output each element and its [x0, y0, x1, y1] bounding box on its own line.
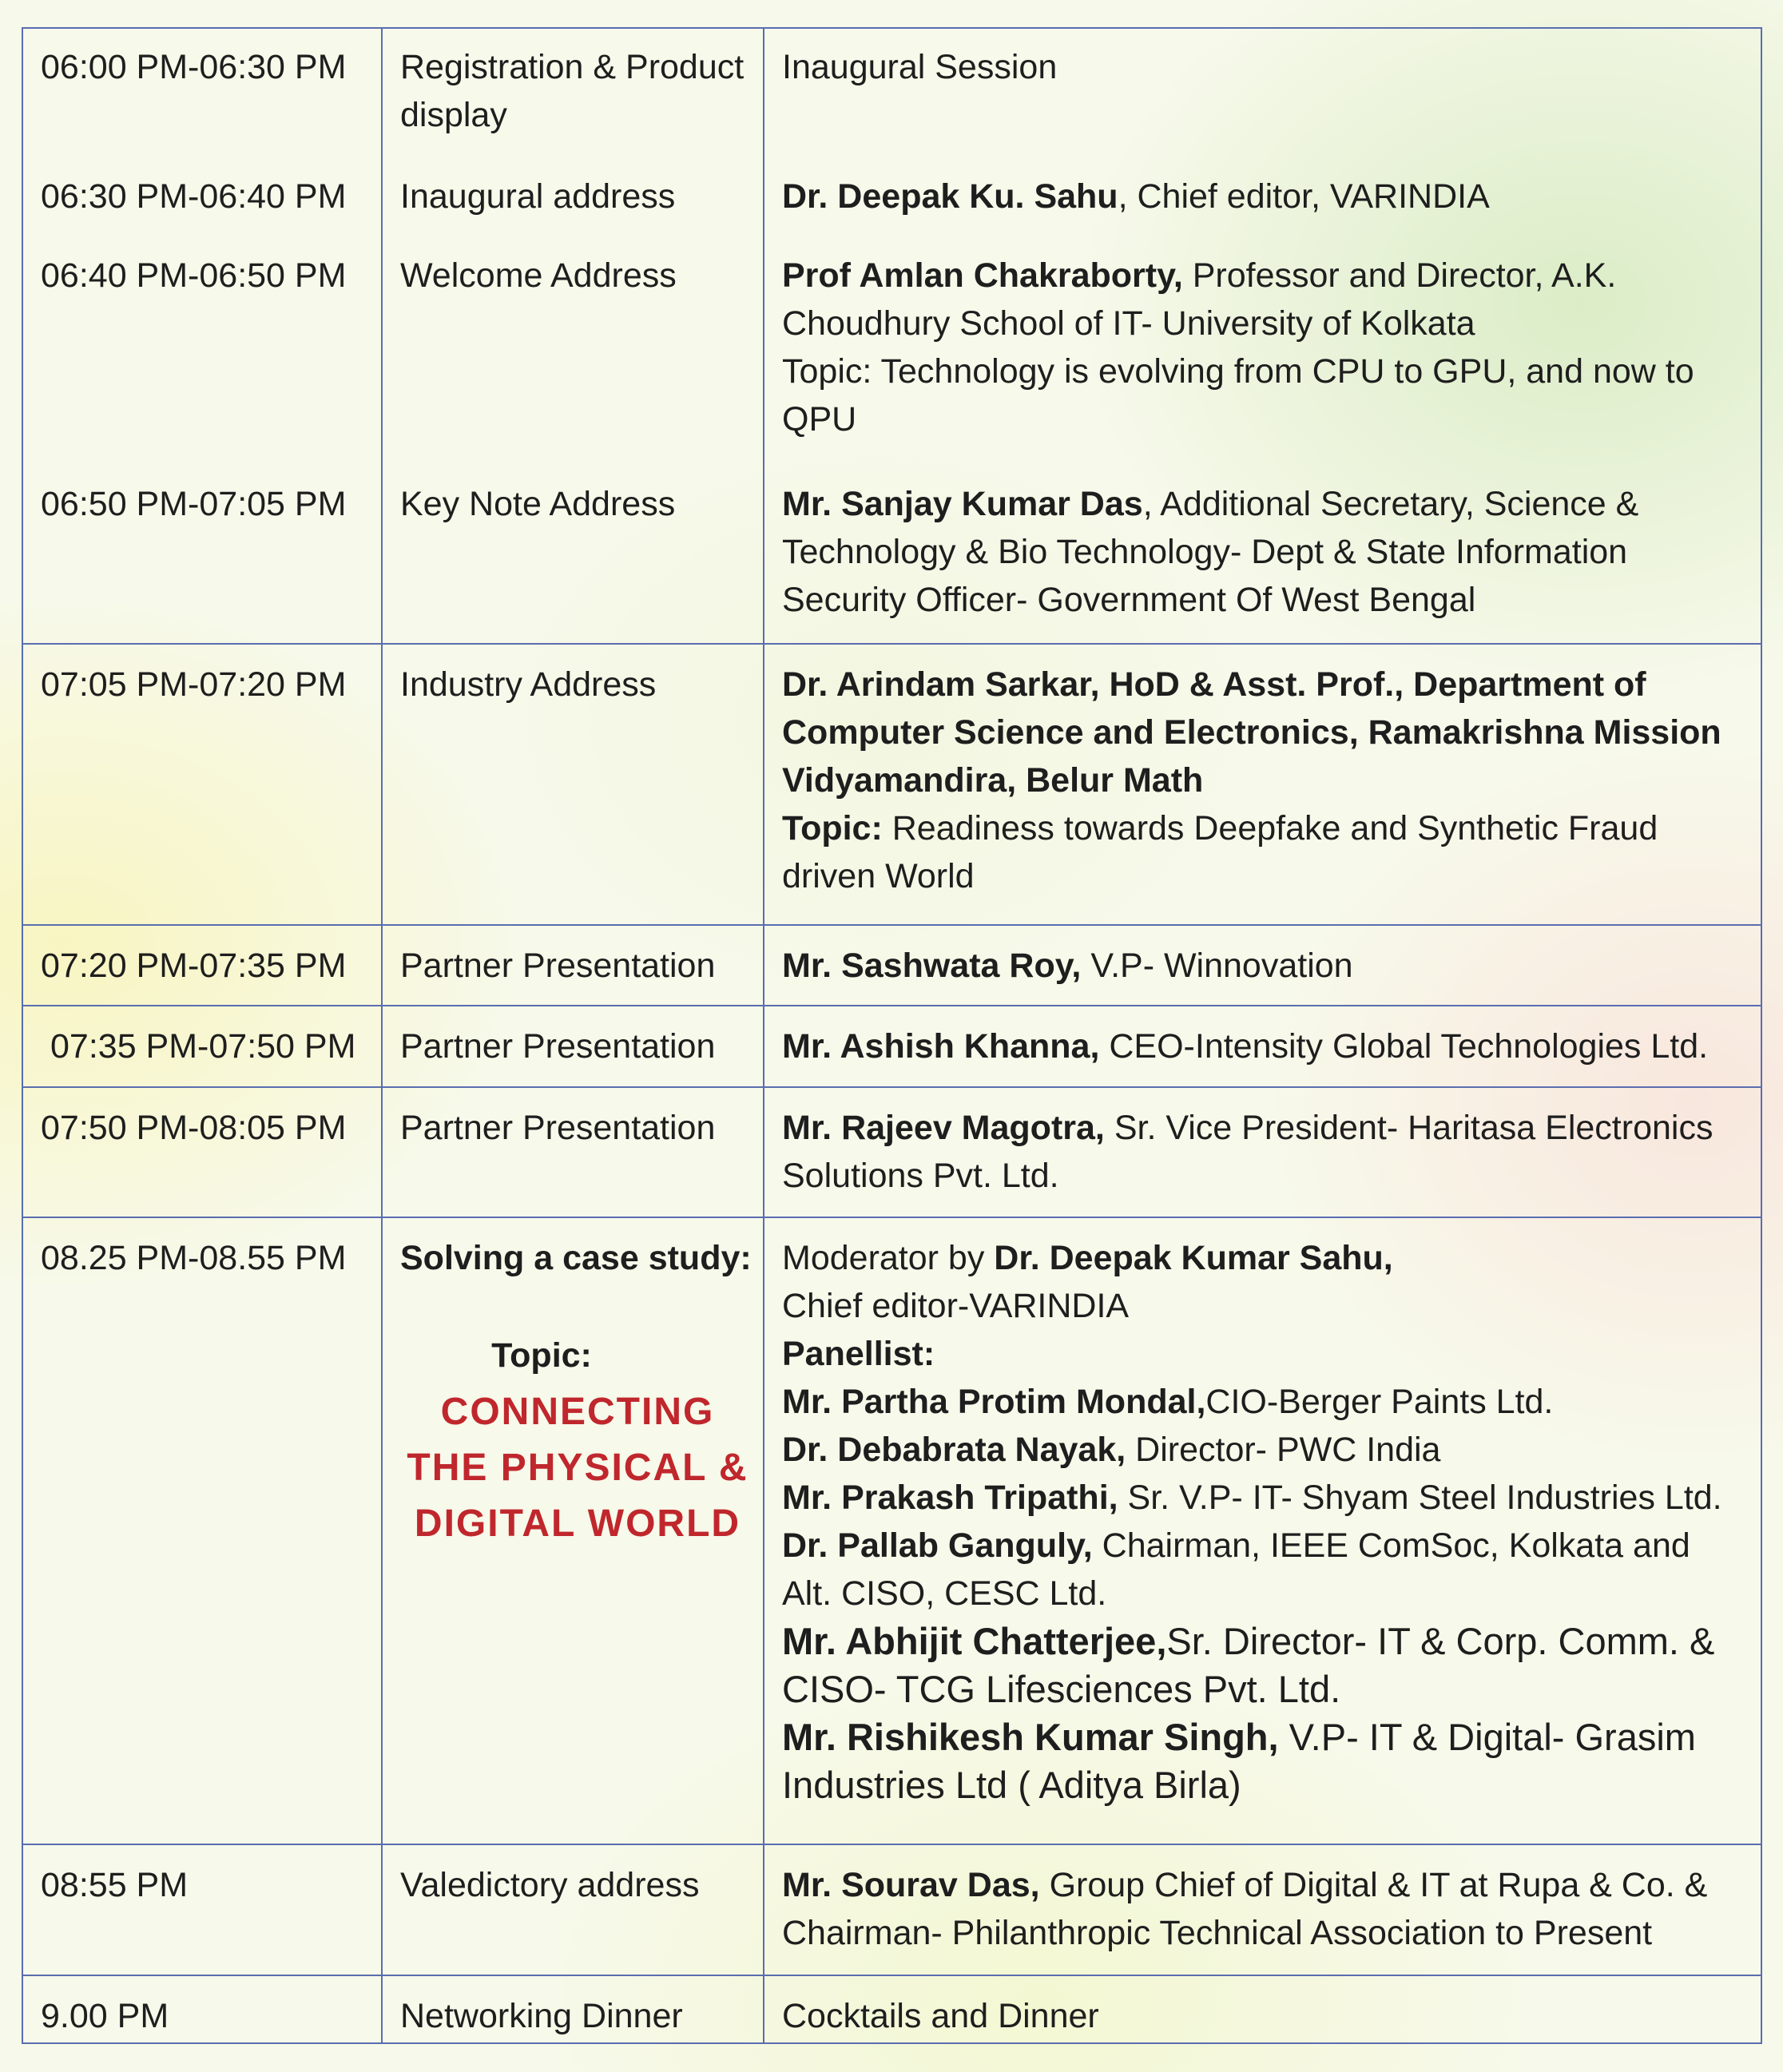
speaker-name: Dr. Arindam Sarkar, HoD & Asst. Prof., Department of Computer Science and Electronics, Ramakrishna Mission Vidyamandira, Belur Math	[782, 665, 1721, 800]
detail-cell	[764, 1844, 1761, 1975]
time-cell: 07:35 PM-07:50 PM	[22, 1006, 382, 1087]
panel-label: Panellist:	[782, 1335, 935, 1374]
panellist-name: Dr. Pallab Ganguly,	[782, 1526, 1093, 1566]
detail-cell	[764, 925, 1761, 1006]
speaker-name: Mr. Ashish Khanna,	[782, 1027, 1100, 1066]
topic-label: Topic:	[491, 1336, 592, 1375]
agenda-row	[22, 1975, 1761, 2043]
speaker-name: Mr. Sanjay Kumar Das	[782, 484, 1143, 523]
topic-title-line: CONNECTING	[440, 1391, 715, 1434]
detail-cell: Cocktails and Dinner	[764, 1975, 1761, 2043]
session-cell: Partner Presentation	[382, 925, 764, 1006]
panellist-name: Mr. Prakash Tripathi,	[782, 1479, 1118, 1518]
speaker-name: Mr. Rajeev Magotra,	[782, 1108, 1105, 1147]
speaker-role: CEO-Intensity Global Technologies Ltd.	[1099, 1027, 1709, 1066]
panellist-role: V.P- IT & Digital- Grasim Industries Ltd ( Aditya Birla)	[782, 1716, 1696, 1807]
panellist-item	[782, 1426, 1743, 1474]
topic-title-line: DIGITAL WORLD	[414, 1502, 741, 1546]
panellist-item	[782, 1378, 1743, 1426]
session-cell	[382, 1217, 764, 1844]
topic-label: Topic:	[782, 808, 883, 847]
speaker-role: Group Chief of Digital & IT at Rupa & Co. & Chairman- Philanthropic Technical Association to Present	[782, 1866, 1708, 1953]
panellist-role: Sr. V.P- IT- Shyam Steel Industries Ltd.	[1118, 1479, 1722, 1518]
session-cell: Partner Presentation	[382, 1006, 764, 1087]
speaker-name: Dr. Deepak Ku. Sahu	[782, 177, 1118, 216]
speaker-name: Mr. Sourav Das,	[782, 1866, 1040, 1905]
session-cell: Registration & Product display	[382, 28, 764, 158]
panellist-role: Sr. Director- IT & Corp. Comm. & CISO- TCG Lifesciences Pvt. Ltd.	[782, 1620, 1715, 1711]
detail-cell	[764, 1006, 1761, 1087]
speaker-role: Professor and Director, A.K. Choudhury School of IT- University of Kolkata	[782, 256, 1617, 343]
session-cell: Valedictory address	[382, 1844, 764, 1975]
time-cell: 06:50 PM-07:05 PM	[22, 466, 382, 644]
agenda-table	[22, 27, 1762, 2044]
topic-text: Readiness towards Deepfake and Synthetic Fraud driven World	[782, 808, 1658, 895]
moderator-role: Chief editor-VARINDIA	[782, 1287, 1130, 1326]
session-cell: Networking Dinner	[382, 1975, 764, 2043]
detail-cell	[764, 644, 1761, 925]
panellist-name: Mr. Abhijit Chatterjee,	[782, 1620, 1167, 1663]
time-cell: 08:55 PM	[22, 1844, 382, 1975]
agenda-row	[22, 28, 1761, 158]
detail-cell	[764, 28, 1761, 158]
speaker-role: Sr. Vice President- Haritasa Electronics Solutions Pvt. Ltd.	[782, 1108, 1714, 1195]
time-cell: 9.00 PM	[22, 1975, 382, 2043]
panellist-role: CIO-Berger Paints Ltd.	[1205, 1383, 1554, 1422]
topic-line: Topic: Technology is evolving from CPU to GPU, and now to QPU	[782, 352, 1694, 439]
session-title: Solving a case study:	[400, 1239, 752, 1278]
panellist-role: Chairman, IEEE ComSoc, Kolkata and Alt. CISO, CESC Ltd.	[782, 1526, 1690, 1614]
agenda-row	[22, 1217, 1761, 1844]
panellist-item	[782, 1713, 1743, 1809]
session-cell: Partner Presentation	[382, 1087, 764, 1218]
agenda-row	[22, 466, 1761, 644]
detail-text: Inaugural Session	[782, 48, 1058, 86]
panel-topic	[400, 1332, 755, 1552]
panellist-role: Director- PWC India	[1126, 1431, 1441, 1470]
time-cell: 07:50 PM-08:05 PM	[22, 1087, 382, 1218]
time-cell: 07:20 PM-07:35 PM	[22, 925, 382, 1006]
session-cell: Inaugural address	[382, 158, 764, 237]
time-cell: 08.25 PM-08.55 PM	[22, 1217, 382, 1844]
panellist-item	[782, 1618, 1743, 1713]
agenda-row	[22, 925, 1761, 1006]
detail-cell	[764, 158, 1761, 237]
detail-cell	[764, 466, 1761, 644]
detail-cell	[764, 237, 1761, 466]
time-cell: 07:05 PM-07:20 PM	[22, 644, 382, 925]
panellist-item	[782, 1474, 1743, 1522]
moderator-name: Dr. Deepak Kumar Sahu,	[994, 1239, 1393, 1278]
panellist-name: Mr. Rishikesh Kumar Singh,	[782, 1716, 1279, 1759]
session-cell: Industry Address	[382, 644, 764, 925]
time-cell: 06:30 PM-06:40 PM	[22, 158, 382, 237]
agenda-row	[22, 644, 1761, 925]
speaker-name: Prof Amlan Chakraborty,	[782, 256, 1183, 296]
agenda-row	[22, 158, 1761, 237]
detail-cell	[764, 1217, 1761, 1844]
agenda-row	[22, 1006, 1761, 1087]
agenda-row	[22, 1087, 1761, 1218]
panellist-name: Dr. Debabrata Nayak,	[782, 1431, 1126, 1470]
topic-title-line: THE PHYSICAL &	[407, 1447, 749, 1490]
panellist-name: Mr. Partha Protim Mondal,	[782, 1383, 1206, 1422]
speaker-role: , Additional Secretary, Science & Technology & Bio Technology- Dept & State Information Security Officer- Government Of West Bengal	[782, 484, 1639, 619]
panellist-item	[782, 1522, 1743, 1618]
time-cell: 06:40 PM-06:50 PM	[22, 237, 382, 466]
detail-cell	[764, 1087, 1761, 1218]
session-cell: Welcome Address	[382, 237, 764, 466]
agenda-row	[22, 237, 1761, 466]
speaker-role: , Chief editor, VARINDIA	[1118, 177, 1490, 216]
speaker-name: Mr. Sashwata Roy,	[782, 946, 1082, 985]
moderator-prefix: Moderator by	[782, 1239, 995, 1278]
agenda-row	[22, 1844, 1761, 1975]
time-cell: 06:00 PM-06:30 PM	[22, 28, 382, 158]
speaker-role: V.P- Winnovation	[1081, 946, 1353, 985]
session-cell: Key Note Address	[382, 466, 764, 644]
